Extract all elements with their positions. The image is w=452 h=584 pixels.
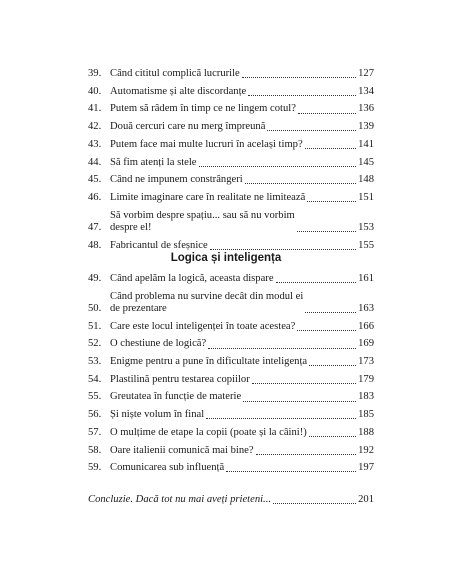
entry-page: 139 xyxy=(358,121,374,133)
dot-leader xyxy=(208,348,356,349)
dot-leader xyxy=(243,401,356,402)
dot-leader xyxy=(309,365,356,366)
dot-leader xyxy=(199,166,357,167)
section-heading: Logica și inteligența xyxy=(170,252,282,264)
entry-title: Putem să râdem în timp ce ne lingem cotul? xyxy=(110,103,296,115)
dot-leader xyxy=(273,503,356,504)
entry-number: 53. xyxy=(88,356,102,368)
entry-page: 153 xyxy=(358,221,374,233)
dot-leader xyxy=(256,454,356,455)
toc-entry[interactable] xyxy=(88,240,374,252)
entry-title: Limite imaginare care în realitate ne limitează xyxy=(110,191,306,203)
dot-leader xyxy=(245,183,356,184)
entry-title-wrap xyxy=(110,445,358,457)
entry-title-wrap xyxy=(110,338,358,350)
entry-title: O mulțime de etape la copii (poate și la câini!) xyxy=(110,426,307,438)
entry-number: 40. xyxy=(88,85,102,97)
entry-page: 127 xyxy=(358,68,374,79)
entry-page: 201 xyxy=(358,494,374,505)
entry-number: 56. xyxy=(88,409,102,421)
dot-leader xyxy=(297,330,356,331)
toc-entry[interactable] xyxy=(88,210,374,234)
dot-leader xyxy=(206,418,356,419)
entry-page: 179 xyxy=(358,373,374,385)
entry-number: 55. xyxy=(88,391,102,403)
toc-entry[interactable] xyxy=(88,427,374,439)
entry-number: 51. xyxy=(88,320,102,332)
toc-entry[interactable] xyxy=(88,86,374,98)
entry-number: 50. xyxy=(88,302,102,314)
entry-title-wrap xyxy=(110,210,358,234)
entry-page: 192 xyxy=(358,444,374,456)
entry-page: 141 xyxy=(358,138,374,150)
entry-page: 166 xyxy=(358,320,374,332)
entry-title: Să vorbim despre spațiu... sau să nu vorbim despre el! xyxy=(110,209,295,233)
entry-page: 197 xyxy=(358,462,374,474)
entry-title-wrap xyxy=(110,240,358,252)
entry-page: 183 xyxy=(358,391,374,403)
entry-title: Oare italienii comunică mai bine? xyxy=(110,444,254,456)
entry-number: 46. xyxy=(88,191,102,203)
dot-leader xyxy=(298,113,356,114)
toc-entry[interactable] xyxy=(88,139,374,151)
entry-title-wrap xyxy=(110,174,358,186)
entry-number: 43. xyxy=(88,138,102,150)
entry-title-wrap xyxy=(110,68,358,80)
dot-leader xyxy=(242,77,356,78)
entry-title-wrap xyxy=(110,103,358,115)
entry-title-wrap xyxy=(110,291,358,315)
entry-title-wrap xyxy=(110,86,358,98)
entry-title: Când cititul complică lucrurile xyxy=(110,68,240,79)
entry-title: Comunicarea sub influență xyxy=(110,462,225,474)
toc-entry[interactable] xyxy=(88,321,374,333)
entry-title: Concluzie. Dacă tot nu mai aveți prieteni... xyxy=(88,494,272,505)
entry-page: 136 xyxy=(358,103,374,115)
entry-number: 49. xyxy=(88,273,102,284)
dot-leader xyxy=(252,383,356,384)
entry-title-wrap xyxy=(110,391,358,403)
entry-title-wrap xyxy=(110,374,358,386)
entry-title-wrap xyxy=(110,356,358,368)
entry-title: O chestiune de logică? xyxy=(110,338,207,350)
entry-title: Când problema nu survine decât din modul ei de prezentare xyxy=(110,290,304,314)
entry-title: Putem face mai multe lucruri în același timp? xyxy=(110,138,303,150)
entry-number: 59. xyxy=(88,462,102,474)
entry-number: 39. xyxy=(88,68,102,79)
entry-title-wrap xyxy=(110,409,358,421)
dot-leader xyxy=(305,148,356,149)
entry-page: 163 xyxy=(358,302,374,314)
toc-entry[interactable] xyxy=(88,68,374,80)
entry-number: 47. xyxy=(88,221,102,233)
entry-number: 44. xyxy=(88,156,102,168)
entry-title-wrap xyxy=(110,157,358,169)
entry-page: 188 xyxy=(358,426,374,438)
dot-leader xyxy=(297,231,356,232)
toc-entry[interactable] xyxy=(88,157,374,169)
entry-page: 148 xyxy=(358,174,374,186)
toc-entry[interactable] xyxy=(88,462,374,474)
dot-leader xyxy=(210,249,356,250)
entry-title: Când apelăm la logică, aceasta dispare xyxy=(110,273,274,284)
entry-title-wrap xyxy=(110,427,358,439)
entry-number: 45. xyxy=(88,174,102,186)
toc-entry-conclusion[interactable] xyxy=(88,494,374,506)
entry-title-wrap xyxy=(110,139,358,151)
entry-number: 42. xyxy=(88,121,102,133)
entry-title: Când ne impunem constrângeri xyxy=(110,174,243,186)
entry-number: 57. xyxy=(88,426,102,438)
entry-title: Greutatea în funcție de materie xyxy=(110,391,242,403)
toc-entry[interactable] xyxy=(88,174,374,186)
entry-number: 52. xyxy=(88,338,102,350)
toc-entry[interactable] xyxy=(88,103,374,115)
entry-title: Plastilină pentru testarea copiilor xyxy=(110,373,250,385)
entry-page: 145 xyxy=(358,156,374,168)
dot-leader xyxy=(307,201,356,202)
toc-entry[interactable] xyxy=(88,374,374,386)
dot-leader xyxy=(309,436,356,437)
entry-page: 161 xyxy=(358,273,374,284)
entry-title: Și niște volum în final xyxy=(110,409,205,421)
entry-title-wrap xyxy=(110,273,358,285)
toc-entry[interactable] xyxy=(88,121,374,133)
entry-page: 155 xyxy=(358,239,374,251)
entry-page: 169 xyxy=(358,338,374,350)
dot-leader xyxy=(248,95,356,96)
entry-title-wrap xyxy=(110,121,358,133)
entry-page: 185 xyxy=(358,409,374,421)
entry-number: 54. xyxy=(88,373,102,385)
entry-page: 151 xyxy=(358,191,374,203)
toc-entry[interactable] xyxy=(88,409,374,421)
toc-entry[interactable] xyxy=(88,291,374,315)
toc-entry[interactable] xyxy=(88,356,374,368)
entry-title: Două cercuri care nu merg împreună xyxy=(110,121,266,133)
toc-entry[interactable] xyxy=(88,192,374,204)
entry-number: 48. xyxy=(88,239,102,251)
dot-leader xyxy=(267,130,356,131)
entry-title-wrap xyxy=(110,321,358,333)
toc-entry[interactable] xyxy=(88,445,374,457)
dot-leader xyxy=(276,282,356,283)
entry-page: 173 xyxy=(358,356,374,368)
entry-number: 58. xyxy=(88,444,102,456)
entry-title: Să fim atenți la stele xyxy=(110,156,197,168)
dot-leader xyxy=(226,471,356,472)
entry-title: Fabricantul de sfeșnice xyxy=(110,239,208,251)
toc-entry[interactable] xyxy=(88,391,374,403)
toc-section-2 xyxy=(88,273,374,480)
entry-number: 41. xyxy=(88,103,102,115)
entry-title: Enigme pentru a pune în dificultate inteligența xyxy=(110,356,308,368)
toc-entry[interactable] xyxy=(88,273,374,285)
toc-section-1 xyxy=(88,68,374,257)
entry-title: Automatisme și alte discordanțe xyxy=(110,85,247,97)
entry-title-wrap xyxy=(110,462,358,474)
entry-title-wrap xyxy=(110,192,358,204)
dot-leader xyxy=(305,312,356,313)
entry-page: 134 xyxy=(358,85,374,97)
entry-title: Care este locul inteligenței în toate acestea? xyxy=(110,320,296,332)
toc-entry[interactable] xyxy=(88,338,374,350)
